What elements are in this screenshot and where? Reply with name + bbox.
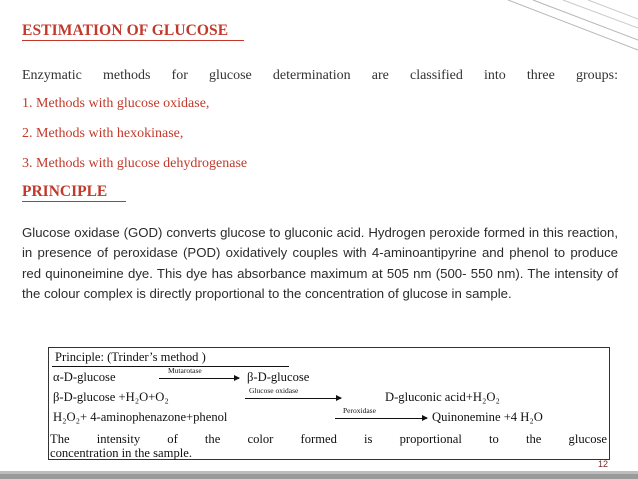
title-underline <box>22 40 244 41</box>
bottom-decoration <box>0 471 638 479</box>
reaction2-left: β-D-glucose +H₂O+O₂ <box>53 390 169 404</box>
principle-heading: PRINCIPLE <box>22 183 108 200</box>
principle-box-title: Principle: (Trinder’s method ) <box>55 350 206 364</box>
principle-paragraph: Glucose oxidase (GOD) converts glucose to gluconic acid. Hydrogen peroxide formed in this reaction, in presence of peroxidase (POD) oxidatively couples with 4-aminoantipyrine and phenol to produce red quinoneimine dye. This dye has absorbance maximum at 505 nm (500- 550 nm). The intensity of the colour complex is directly proportional to the concentration of glucose in sample. <box>22 225 618 301</box>
reaction3-enzyme: Peroxidase <box>343 406 376 415</box>
corner-decoration <box>488 0 638 58</box>
reaction2-arrow <box>245 398 341 399</box>
method-item-2: 2. Methods with hexokinase, <box>22 126 184 141</box>
method-item-3: 3. Methods with glucose dehydrogenase <box>22 156 248 171</box>
reaction1-arrow <box>159 378 239 379</box>
reaction3-right: Quinonemine +4 H₂O <box>432 410 543 424</box>
slide-title: ESTIMATION OF GLUCOSE <box>22 22 229 39</box>
reaction2-right: D-gluconic acid+H₂O₂ <box>385 390 500 404</box>
reaction3-arrow <box>335 418 427 419</box>
principle-box <box>48 347 610 460</box>
principle-underline <box>22 201 126 202</box>
principle-note-line1: The intensity of the color formed is proportional to the glucose <box>50 432 607 446</box>
reaction1-left: α-D-glucose <box>53 370 116 384</box>
intro-text: Enzymatic methods for glucose determination are classified into three groups: <box>22 68 618 83</box>
reaction3-left: H₂O₂+ 4-aminophenazone+phenol <box>53 410 228 424</box>
reaction1-enzyme: Mutarotase <box>168 366 202 375</box>
method-item-1: 1. Methods with glucose oxidase, <box>22 96 210 111</box>
principle-note-line2: concentration in the sample. <box>50 446 192 460</box>
page-number: 12 <box>597 459 608 469</box>
reaction2-enzyme: Glucose oxidase <box>249 386 299 395</box>
reaction1-right: β-D-glucose <box>247 370 310 384</box>
